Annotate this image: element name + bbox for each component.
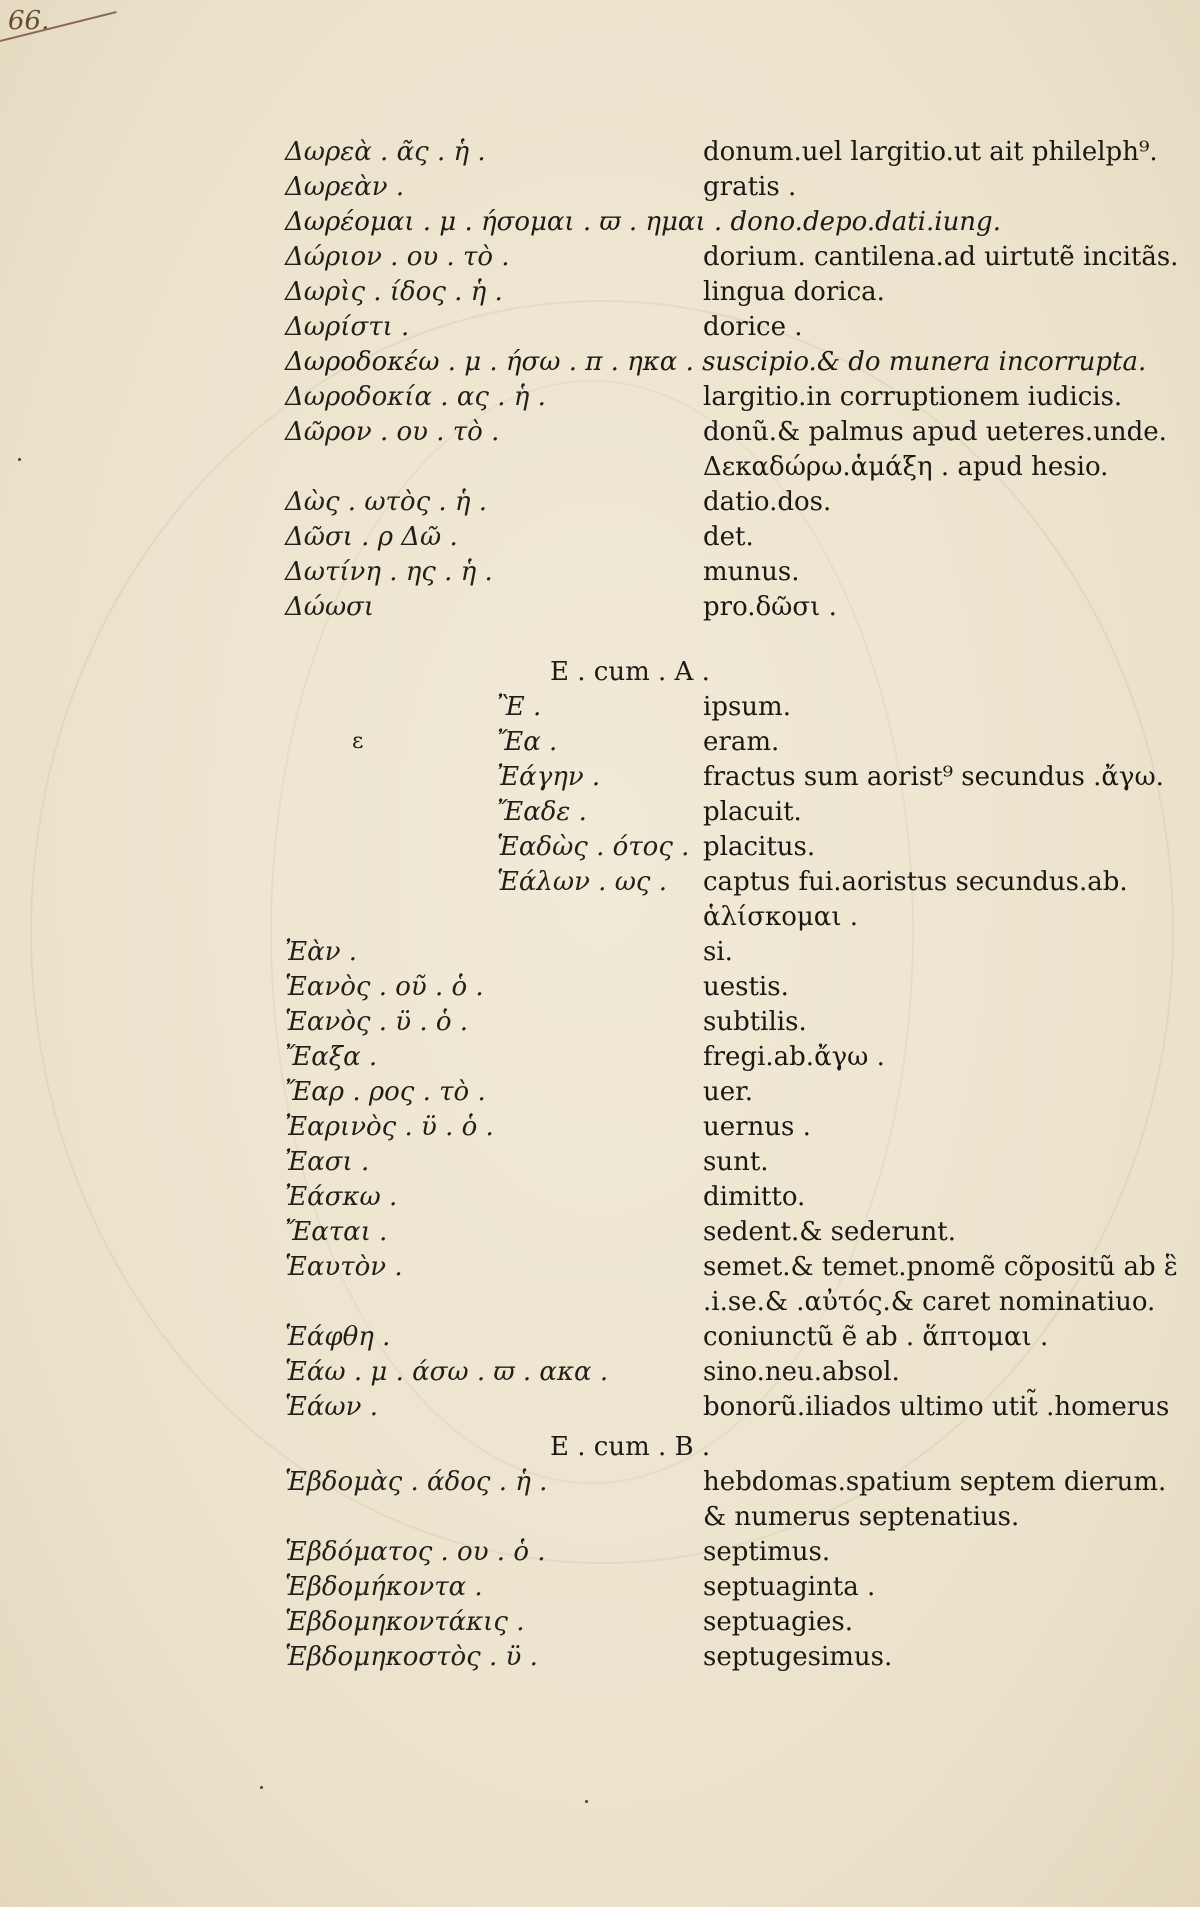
paper-speck	[260, 1786, 263, 1789]
entry-row	[0, 830, 1200, 864]
greek-headword: Ἑάφθη .	[285, 1322, 391, 1352]
greek-headword: Δώωσι	[285, 592, 375, 622]
latin-gloss: subtilis.	[703, 1007, 807, 1037]
latin-gloss: .i.se.& .αὐτός.& caret nominatiuo.	[703, 1287, 1156, 1317]
entry-row	[0, 865, 1200, 899]
folio-number: 66.	[8, 6, 50, 36]
entry-row	[0, 1500, 1200, 1534]
greek-headword: Δωτίνη . ης . ἡ .	[285, 557, 493, 587]
latin-gloss: sedent.& sederunt.	[703, 1217, 957, 1247]
latin-gloss: dimitto.	[703, 1182, 806, 1212]
latin-gloss: sunt.	[703, 1147, 769, 1177]
latin-gloss: datio.dos.	[703, 487, 832, 517]
entry-row	[0, 795, 1200, 829]
latin-gloss: gratis .	[703, 172, 797, 202]
greek-headword: Δὼς . ωτὸς . ἡ .	[285, 487, 488, 517]
latin-gloss: pro.δῶσι .	[703, 592, 837, 622]
latin-gloss: Δεκαδώρω.ἁμάξη . apud hesio.	[703, 452, 1109, 482]
greek-headword: Ἑαδὼς . ότος .	[497, 832, 690, 862]
entry-row	[0, 485, 1200, 519]
entry-row	[0, 1605, 1200, 1639]
greek-headword: Δωρεὰ . ᾶς . ἡ .	[285, 137, 486, 167]
latin-gloss: fractus sum aorist⁹ secundus .ἄγω.	[703, 762, 1164, 792]
latin-gloss: largitio.in corruptionem iudicis.	[703, 382, 1123, 412]
entry-row	[0, 1005, 1200, 1039]
latin-gloss: semet.& temet.pnomẽ cõpositũ ab ἓ	[703, 1252, 1178, 1282]
latin-gloss: fregi.ab.ἄγω .	[703, 1042, 885, 1072]
latin-gloss: placitus.	[703, 832, 816, 862]
section-heading: E . cum . B .	[550, 1432, 711, 1462]
margin-mark: ε	[352, 729, 364, 754]
entry-row	[0, 135, 1200, 169]
entry-row	[0, 415, 1200, 449]
entry-full-line: Δωροδοκέω . μ . ήσω . π . ηκα . suscipio.& do munera incorrupta.	[285, 347, 1147, 377]
entry-row	[0, 1570, 1200, 1604]
paper-speck	[18, 458, 21, 461]
entry-row	[0, 725, 1200, 759]
latin-gloss: coniunctũ ẽ ab . ἅπτομαι .	[703, 1322, 1049, 1352]
entry-row	[0, 1040, 1200, 1074]
greek-headword: Ἑανὸς . οῦ . ὁ .	[285, 972, 484, 1002]
entry-full-line: Δωρέομαι . μ . ήσομαι . ϖ . ημαι . dono.depo.dati.iung.	[285, 207, 1001, 237]
latin-gloss: dorice .	[703, 312, 803, 342]
greek-headword: Ἐαρινὸς . ϋ . ὁ .	[285, 1112, 494, 1142]
greek-headword: Δωροδοκία . ας . ἡ .	[285, 382, 546, 412]
entry-row	[0, 1465, 1200, 1499]
greek-headword: Ἑβδομηκοστὸς . ϋ .	[285, 1642, 538, 1672]
entry-row	[0, 1320, 1200, 1354]
greek-headword: Δῶσι . ρ Δῶ .	[285, 522, 458, 552]
entry-row	[0, 380, 1200, 414]
greek-headword: Ἔα .	[497, 727, 558, 757]
entry-row	[0, 1215, 1200, 1249]
section-heading-row	[0, 1430, 1200, 1464]
greek-headword: Ἑανὸς . ϋ . ὁ .	[285, 1007, 469, 1037]
greek-headword: Δωρίστι .	[285, 312, 410, 342]
latin-gloss: lingua dorica.	[703, 277, 885, 307]
latin-gloss: septugesimus.	[703, 1642, 893, 1672]
entry-row	[0, 170, 1200, 204]
latin-gloss: si.	[703, 937, 733, 967]
entry-row	[0, 935, 1200, 969]
entry-row	[0, 1075, 1200, 1109]
entry-row	[0, 970, 1200, 1004]
greek-headword: Ἑβδόματος . ου . ὁ .	[285, 1537, 546, 1567]
greek-headword: Ἐάγην .	[497, 762, 601, 792]
greek-headword: Ἐάσκω .	[285, 1182, 398, 1212]
greek-headword: Ἔαξα .	[285, 1042, 378, 1072]
greek-headword: Ἔαρ . ρος . τὸ .	[285, 1077, 486, 1107]
entry-row	[0, 690, 1200, 724]
latin-gloss: uernus .	[703, 1112, 811, 1142]
latin-gloss: uestis.	[703, 972, 789, 1002]
latin-gloss: ἁλίσκομαι .	[703, 902, 859, 932]
greek-headword: Δῶρον . ου . τὸ .	[285, 417, 500, 447]
latin-gloss: dorium. cantilena.ad uirtutẽ incitãs.	[703, 242, 1179, 272]
latin-gloss: hebdomas.spatium septem dierum.	[703, 1467, 1167, 1497]
entry-row	[0, 240, 1200, 274]
greek-headword: Ἑάω . μ . άσω . ϖ . ακα .	[285, 1357, 609, 1387]
greek-headword: Ἑάων .	[285, 1392, 378, 1422]
greek-headword: Ἑαυτὸν .	[285, 1252, 403, 1282]
paper-speck	[585, 1800, 588, 1803]
latin-gloss: sino.neu.absol.	[703, 1357, 900, 1387]
entry-row	[0, 760, 1200, 794]
greek-headword: Ἑβδομήκοντα .	[285, 1572, 483, 1602]
greek-headword: Ἐὰν .	[285, 937, 358, 967]
entry-row	[0, 1110, 1200, 1144]
latin-gloss: bonorũ.iliados ultimo utit̃ .homerus	[703, 1392, 1170, 1422]
entry-row	[0, 520, 1200, 554]
entry-row	[0, 275, 1200, 309]
latin-gloss: uer.	[703, 1077, 753, 1107]
entry-row	[0, 590, 1200, 624]
latin-gloss: placuit.	[703, 797, 802, 827]
greek-headword: Ἔαδε .	[497, 797, 587, 827]
greek-headword: Δώριον . ου . τὸ .	[285, 242, 510, 272]
section-heading: E . cum . A .	[550, 657, 710, 687]
entry-row	[0, 900, 1200, 934]
entry-row	[0, 345, 1200, 379]
latin-gloss: det.	[703, 522, 754, 552]
entry-row	[0, 1355, 1200, 1389]
greek-headword: Ἒ .	[497, 692, 542, 722]
greek-headword: Δωρεὰν .	[285, 172, 405, 202]
entry-row	[0, 1285, 1200, 1319]
entry-row	[0, 1535, 1200, 1569]
greek-headword: Ἑάλων . ως .	[497, 867, 668, 897]
entry-row	[0, 1145, 1200, 1179]
latin-gloss: septuaginta .	[703, 1572, 876, 1602]
greek-headword: Ἔαται .	[285, 1217, 388, 1247]
latin-gloss: munus.	[703, 557, 800, 587]
entry-row	[0, 1250, 1200, 1284]
greek-headword: Ἑβδομὰς . άδος . ἡ .	[285, 1467, 548, 1497]
section-heading-row	[0, 655, 1200, 689]
entry-row	[0, 310, 1200, 344]
greek-headword: Δωρὶς . ίδος . ἡ .	[285, 277, 503, 307]
entry-row	[0, 1390, 1200, 1424]
greek-headword: Ἐασι .	[285, 1147, 370, 1177]
entry-row	[0, 205, 1200, 239]
latin-gloss: donũ.& palmus apud ueteres.unde.	[703, 417, 1167, 447]
latin-gloss: donum.uel largitio.ut ait philelph⁹.	[703, 137, 1158, 167]
latin-gloss: & numerus septenatius.	[703, 1502, 1020, 1532]
latin-gloss: septuagies.	[703, 1607, 854, 1637]
greek-headword: Ἑβδομηκοντάκις .	[285, 1607, 525, 1637]
latin-gloss: captus fui.aoristus secundus.ab.	[703, 867, 1128, 897]
entry-row	[0, 1640, 1200, 1674]
entry-row	[0, 450, 1200, 484]
latin-gloss: eram.	[703, 727, 780, 757]
latin-gloss: septimus.	[703, 1537, 831, 1567]
entry-row	[0, 555, 1200, 589]
entry-row	[0, 1180, 1200, 1214]
latin-gloss: ipsum.	[703, 692, 791, 722]
